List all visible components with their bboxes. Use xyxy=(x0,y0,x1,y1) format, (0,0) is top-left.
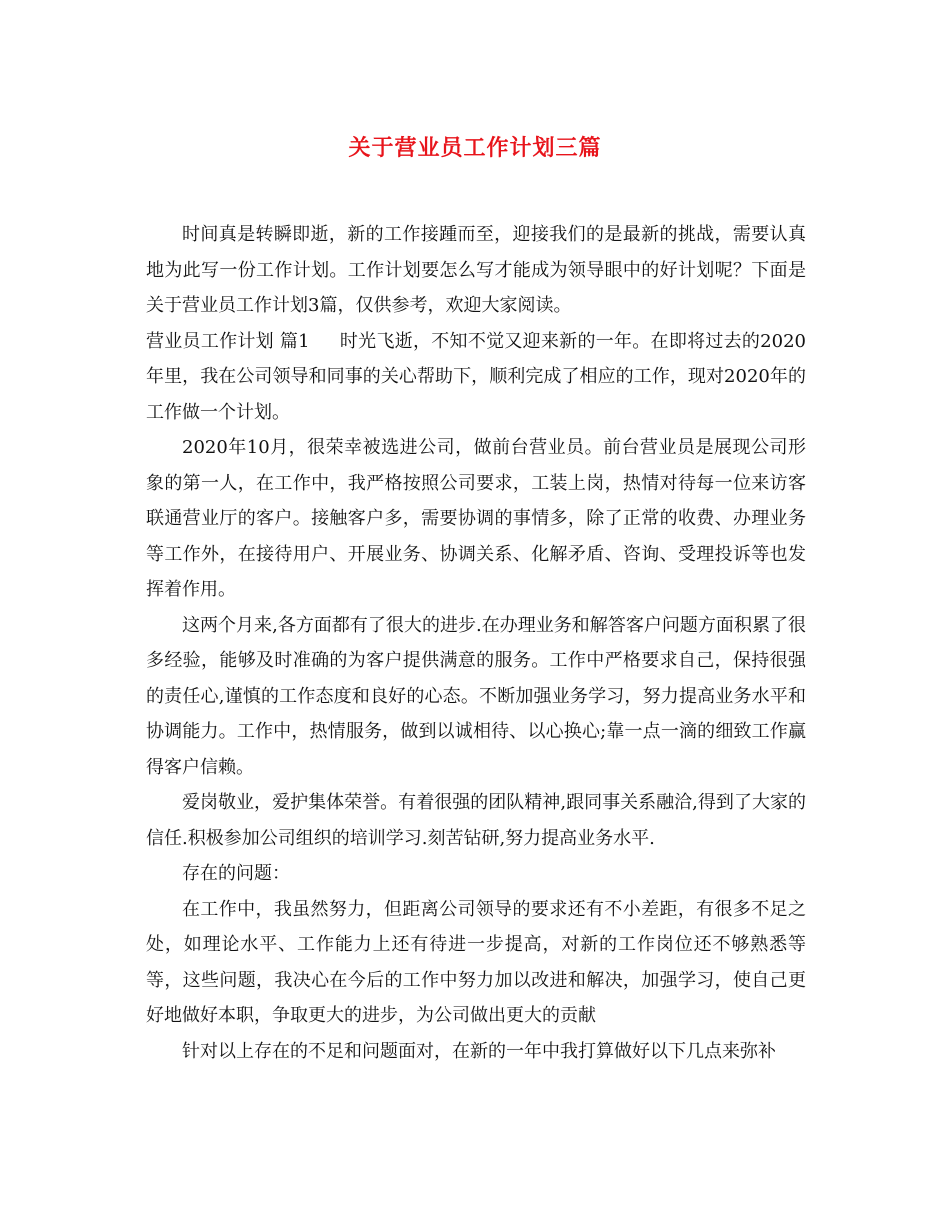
section-paragraph xyxy=(146,324,806,431)
section-first-text: 时光飞逝，不知不觉又迎来新的一年。在即将过去的2020年里，我在公司领导和同事的关心帮助下，顺利完成了相应的工作，现对2020年的工作做一个计划。 xyxy=(146,330,806,423)
section-heading: 营业员工作计划 篇1 xyxy=(146,330,310,352)
body-paragraph: 2020年10月，很荣幸被选进公司，做前台营业员。前台营业员是展现公司形象的第一人，在工作中，我严格按照公司要求，工装上岗，热情对待每一位来访客联通营业厅的客户。接触客户多，需要协调的事情多，除了正常的收费、办理业务等工作外，在接待用户、开展业务、协调关系、化解矛盾、咨询、受理投诉等也发挥着作用。 xyxy=(146,437,806,600)
document-body xyxy=(146,217,806,1069)
body-paragraph: 这两个月来,各方面都有了很大的进步.在办理业务和解答客户问题方面积累了很多经验，能够及时准确的为客户提供满意的服务。工作中严格要求自己，保持很强的责任心,谨慎的工作态度和良好的心态。不断加强业务学习，努力提高业务水平和协调能力。工作中，热情服务，做到以诚相待、以心换心;靠一点一滴的细致工作赢得客户信赖。 xyxy=(146,614,806,778)
intro-paragraph: 时间真是转瞬即逝，新的工作接踵而至，迎接我们的是最新的挑战，需要认真地为此写一份工作计划。工作计划要怎么写才能成为领导眼中的好计划呢？下面是关于营业员工作计划3篇，仅供参考，欢迎大家阅读。 xyxy=(146,224,806,316)
body-paragraph: 爱岗敬业，爱护集体荣誉。有着很强的团队精神,跟同事关系融洽,得到了大家的信任.积极参加公司组织的培训学习.刻苦钻研,努力提高业务水平. xyxy=(146,792,806,849)
body-paragraph: 针对以上存在的不足和问题面对，在新的一年中我打算做好以下几点来弥补 xyxy=(182,1040,776,1062)
body-paragraph: 在工作中，我虽然努力，但距离公司领导的要求还有不小差距，有很多不足之处，如理论水平、工作能力上还有待进一步提高，对新的工作岗位还不够熟悉等等，这些问题，我决心在今后的工作中努力加以改进和解决，加强学习，使自己更好地做好本职，争取更大的进步，为公司做出更大的贡献 xyxy=(146,898,806,1026)
problems-heading: 存在的问题： xyxy=(182,863,290,884)
document-title: 关于营业员工作计划三篇 xyxy=(348,135,602,161)
